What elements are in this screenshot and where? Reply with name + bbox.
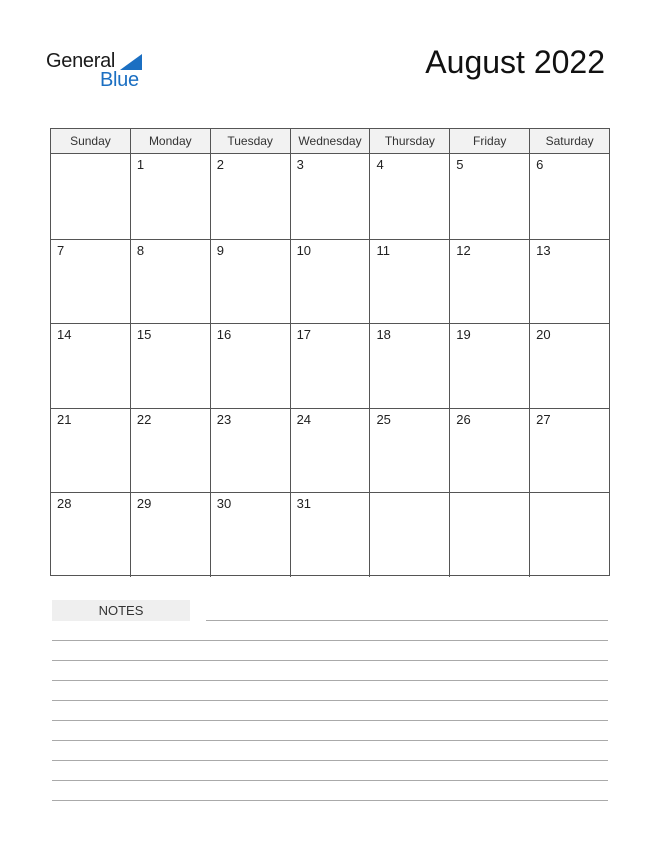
day-cell[interactable]: [290, 409, 370, 493]
day-cell[interactable]: [51, 409, 130, 493]
day-cell[interactable]: [51, 240, 130, 324]
day-number: 18: [376, 327, 391, 343]
day-number: 12: [456, 242, 471, 258]
notes-line[interactable]: [52, 780, 608, 781]
day-cell[interactable]: [449, 240, 529, 324]
day-cell[interactable]: [529, 154, 609, 239]
day-cell[interactable]: [529, 240, 609, 324]
day-cell[interactable]: [130, 324, 210, 408]
day-number: 9: [216, 242, 224, 258]
day-number: 16: [216, 327, 232, 343]
day-number: 28: [57, 496, 72, 512]
weekday-header: [51, 129, 609, 154]
day-number: 11: [376, 242, 390, 258]
day-number: 31: [296, 496, 312, 512]
day-cell[interactable]: [369, 240, 449, 324]
day-number: 8: [136, 242, 145, 258]
day-number: 15: [136, 327, 152, 343]
weekday-sunday: Sunday: [70, 134, 111, 148]
day-number: 23: [216, 411, 232, 427]
notes-label: NOTES: [52, 600, 190, 621]
notes-line[interactable]: [206, 620, 608, 621]
notes-line[interactable]: [52, 680, 608, 681]
notes-line[interactable]: [52, 700, 608, 701]
calendar-grid: [50, 128, 610, 576]
logo-text-general: General: [46, 50, 116, 72]
day-number: 5: [456, 157, 464, 172]
day-cell[interactable]: [529, 493, 609, 577]
day-cell[interactable]: [449, 493, 529, 577]
day-cell[interactable]: [130, 154, 210, 239]
day-cell[interactable]: [130, 240, 210, 324]
weekday-thursday: Thursday: [369, 129, 449, 153]
week-row: [51, 239, 609, 324]
brand-logo: [46, 50, 146, 92]
calendar-title: August 2022: [425, 44, 605, 80]
day-cell[interactable]: [290, 240, 370, 324]
day-number: 13: [536, 242, 551, 258]
day-number: 24: [296, 411, 312, 427]
weekday-wednesday: Wednesday: [290, 129, 370, 153]
day-cell[interactable]: [369, 324, 449, 408]
day-number: 26: [456, 411, 471, 427]
day-number: 7: [57, 242, 65, 258]
notes-line[interactable]: [52, 720, 608, 721]
day-cell[interactable]: [529, 409, 609, 493]
day-cell[interactable]: [210, 493, 290, 577]
day-cell[interactable]: [369, 409, 449, 493]
day-cell[interactable]: [369, 493, 449, 577]
day-cell[interactable]: [290, 493, 370, 577]
day-number: 3: [296, 157, 304, 172]
day-cell[interactable]: [290, 154, 370, 239]
day-cell[interactable]: [210, 324, 290, 408]
day-number: 1: [136, 157, 145, 172]
day-cell[interactable]: [51, 324, 130, 408]
day-cell[interactable]: [290, 324, 370, 408]
weekday-monday: Monday: [130, 129, 210, 153]
day-number: 6: [536, 157, 544, 172]
day-number: 27: [536, 411, 551, 427]
logo-triangle-icon: [120, 54, 142, 70]
day-cell[interactable]: [449, 154, 529, 239]
day-number: 2: [216, 157, 224, 172]
day-cell[interactable]: [210, 409, 290, 493]
notes-line[interactable]: [52, 740, 608, 741]
weekday-tuesday: Tuesday: [210, 129, 290, 153]
day-number: 4: [376, 157, 384, 172]
day-cell[interactable]: [210, 240, 290, 324]
notes-line[interactable]: [52, 800, 608, 801]
day-number: 20: [536, 327, 551, 343]
day-cell[interactable]: [51, 154, 130, 239]
notes-line[interactable]: [52, 640, 608, 641]
day-number: 21: [57, 411, 72, 427]
day-cell[interactable]: [449, 324, 529, 408]
week-row: [51, 154, 609, 239]
day-number: 19: [456, 327, 471, 343]
weekday-friday: Friday: [449, 129, 529, 153]
weeks-container: [51, 154, 609, 577]
day-cell[interactable]: [449, 409, 529, 493]
day-cell[interactable]: [369, 154, 449, 239]
week-row: [51, 492, 609, 577]
day-cell[interactable]: [51, 493, 130, 577]
weekday-saturday: Saturday: [529, 129, 609, 153]
day-cell[interactable]: [130, 493, 210, 577]
day-number: 22: [136, 411, 152, 427]
day-number: 10: [296, 242, 312, 258]
day-number: 30: [216, 496, 232, 512]
day-number: 14: [57, 327, 72, 343]
week-row: [51, 323, 609, 408]
logo-text-blue: Blue: [100, 69, 139, 91]
notes-line[interactable]: [52, 760, 608, 761]
day-number: 29: [136, 496, 152, 512]
week-row: [51, 408, 609, 493]
day-cell[interactable]: [210, 154, 290, 239]
day-number: 17: [296, 327, 312, 343]
day-number: 25: [376, 411, 391, 427]
day-cell[interactable]: [529, 324, 609, 408]
notes-line[interactable]: [52, 660, 608, 661]
day-cell[interactable]: [130, 409, 210, 493]
